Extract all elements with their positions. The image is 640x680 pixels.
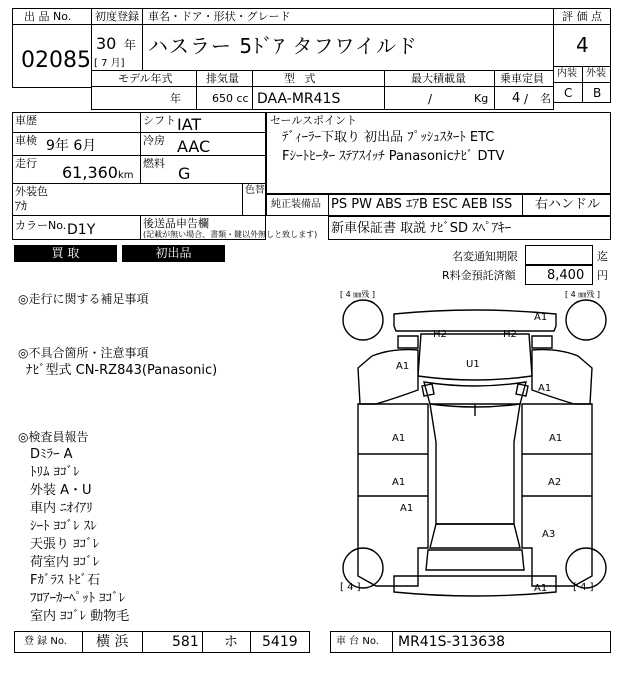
tire-label-bottom-right: [ 4 ]	[573, 582, 594, 593]
registration-month: [ 7 月]	[94, 58, 125, 69]
load-label: 最大積載量	[411, 72, 466, 85]
rear-glass-shape	[430, 524, 520, 548]
interior-grade: C	[564, 86, 573, 100]
recycle-unit: 円	[597, 269, 608, 282]
deadline-box	[525, 245, 593, 265]
interior-label: 内装	[557, 68, 577, 79]
tailgate-shape	[426, 550, 524, 570]
sales-point-line-2: Fｼｰﾄﾋｰﾀｰ ｽﾃｱｽｲｯﾁ Panasonicﾅﾋﾞ DTV	[282, 149, 505, 164]
windshield-shape	[424, 382, 526, 407]
warranty-value: 新車保証書 取説 ﾅﾋﾞSD ｽﾍﾟｱｷｰ	[331, 221, 512, 236]
mark-a1-front: A1	[534, 312, 548, 323]
inspection-label: 車検	[15, 134, 37, 147]
side-body-shape	[358, 404, 428, 586]
ac-value: AAC	[177, 137, 211, 156]
report-line: Fｶﾞﾗｽ ﾄﾋﾞ石	[30, 573, 101, 588]
recycle-amount: 8,400	[547, 268, 585, 283]
details-box	[12, 112, 266, 216]
registration-city: 横 浜	[96, 634, 129, 650]
score-value: 4	[576, 33, 589, 57]
deadline-unit: 迄	[597, 250, 608, 263]
registration-number: 5419	[262, 634, 298, 650]
color-change-label: 色替	[245, 185, 265, 196]
registration-class: 581	[172, 634, 199, 650]
post-label: 後送品申告欄	[143, 217, 209, 230]
mark-a1-door-left: A1	[392, 433, 406, 444]
report-line: Dﾐﾗｰ A	[30, 447, 73, 462]
report-line: 荷室内 ﾖｺﾞﾚ	[30, 555, 100, 570]
tire-front-right	[566, 300, 606, 340]
score-label: 評 価 点	[562, 10, 602, 23]
ac-label: 冷房	[143, 134, 165, 147]
inspector-report-title: ◎検査員報告	[18, 430, 89, 444]
mileage-value: 61,360	[62, 163, 118, 182]
fuel-label: 燃料	[143, 157, 165, 170]
sales-point-title: セールスポイント	[270, 114, 358, 127]
chassis-number: MR41S-313638	[398, 634, 506, 650]
front-bumper-shape	[394, 310, 556, 331]
capacity-label: 乗車定員	[500, 72, 544, 85]
model-year-label: モデル年式	[118, 72, 173, 85]
displacement-value: 650 cc	[212, 92, 249, 105]
car-damage-diagram	[336, 286, 614, 626]
car-name: ハスラー 5ﾄﾞｱ タフワイルド	[148, 34, 418, 58]
load-slash: /	[428, 92, 433, 106]
chassis-label: 車 台 No.	[336, 636, 379, 647]
mark-h2-right: H2	[503, 329, 517, 340]
mark-a1-door-right: A1	[549, 433, 563, 444]
inspection-value: 9年 6月	[46, 138, 97, 154]
registration-no-label: 登 録 No.	[24, 636, 67, 647]
post-note: (記載が無い場合、書類・鍵以外無しと致します)	[143, 230, 318, 239]
steering-value: 右ハンドル	[535, 197, 601, 212]
deadline-label: 名変通知期限	[452, 250, 518, 263]
tag-buy: 買 取	[14, 245, 117, 262]
displacement-label: 排気量	[206, 72, 239, 85]
report-line: ﾄﾘﾑ ﾖｺﾞﾚ	[30, 465, 80, 480]
report-line: 外装 A・U	[30, 483, 92, 498]
capacity-unit: 名	[540, 92, 551, 105]
capacity-value: 4	[512, 91, 521, 106]
load-unit: Kg	[474, 92, 489, 105]
mark-a1-quarter-left: A1	[400, 503, 414, 514]
report-line: 車内 ﾆｵｲｱﾘ	[30, 501, 93, 516]
mark-a1-fender-right: A1	[538, 383, 552, 394]
type-label: 型 式	[284, 72, 319, 85]
report-line: 室内 ﾖｺﾞﾚ 動物毛	[30, 609, 130, 624]
registration-kana: ホ	[224, 634, 238, 650]
equipment-value: PS PW ABS ｴｱB ESC AEB ISS	[331, 197, 513, 212]
hood-shape	[418, 334, 532, 380]
front-fender-shape	[358, 350, 418, 404]
report-line: ｼｰﾄ ﾖｺﾞﾚ ｽﾚ	[30, 519, 97, 534]
tag-first-listing: 初出品	[122, 245, 225, 262]
report-line: 天張り ﾖｺﾞﾚ	[30, 537, 100, 552]
report-line: ﾌﾛｱｰｶｰﾍﾟｯﾄ ﾖｺﾞﾚ	[30, 591, 126, 606]
lot-number: 02085	[21, 48, 91, 73]
registration-year-unit: 年	[124, 38, 137, 52]
equipment-label: 純正装備品	[271, 199, 321, 210]
capacity-slash: /	[524, 92, 529, 106]
history-label: 車歴	[15, 114, 37, 127]
exterior-label: 外装	[586, 68, 606, 79]
mark-a2-rdoor-right: A2	[548, 477, 562, 488]
color-no-value: D1Y	[67, 222, 96, 238]
recycle-label: R料金預託済額	[442, 269, 516, 282]
roof-shape	[430, 404, 520, 524]
tire-label-top-right: [ 4 ㎜残 ]	[565, 290, 600, 299]
model-year-unit: 年	[170, 92, 181, 105]
shift-value: IAT	[177, 115, 202, 134]
registration-label: 初度登録	[95, 10, 139, 23]
tire-front-left	[343, 300, 383, 340]
mark-h2-left: H2	[433, 329, 447, 340]
exterior-color-label: 外装色	[15, 185, 48, 198]
color-no-label: カラーNo.	[15, 219, 67, 232]
exterior-color-value: ｱｶ	[15, 199, 28, 213]
lot-label: 出 品 No.	[24, 10, 72, 23]
mileage-unit: km	[118, 170, 134, 181]
mark-a1-fender-left: A1	[396, 361, 410, 372]
mileage-label: 走行	[15, 157, 37, 170]
drive-remarks-title: ◎走行に関する補足事項	[18, 292, 149, 306]
defect-remarks-title: ◎不具合箇所・注意事項	[18, 346, 149, 360]
registration-year: 30	[96, 34, 117, 53]
mark-a3-quarter-right: A3	[542, 529, 556, 540]
mark-a1-rdoor-left: A1	[392, 477, 406, 488]
mark-a1-rear: A1	[534, 583, 548, 594]
defect-line: ﾅﾋﾞ型式 CN-RZ843(Panasonic)	[26, 363, 218, 378]
car-name-label: 車名・ドア・形状・グレード	[148, 10, 291, 23]
type-value: DAA-MR41S	[257, 91, 341, 107]
fuel-value: G	[178, 164, 191, 183]
sales-point-line-1: ﾃﾞｨｰﾗｰ下取り 初出品 ﾌﾟｯｼｭｽﾀｰﾄ ETC	[282, 130, 495, 145]
tire-label-bottom-left: [ 4 ]	[340, 582, 361, 593]
shift-label: シフト	[143, 114, 176, 127]
exterior-grade: B	[593, 86, 602, 100]
tire-label-top-left: [ 4 ㎜残 ]	[340, 290, 375, 299]
mark-u1: U1	[466, 359, 480, 370]
